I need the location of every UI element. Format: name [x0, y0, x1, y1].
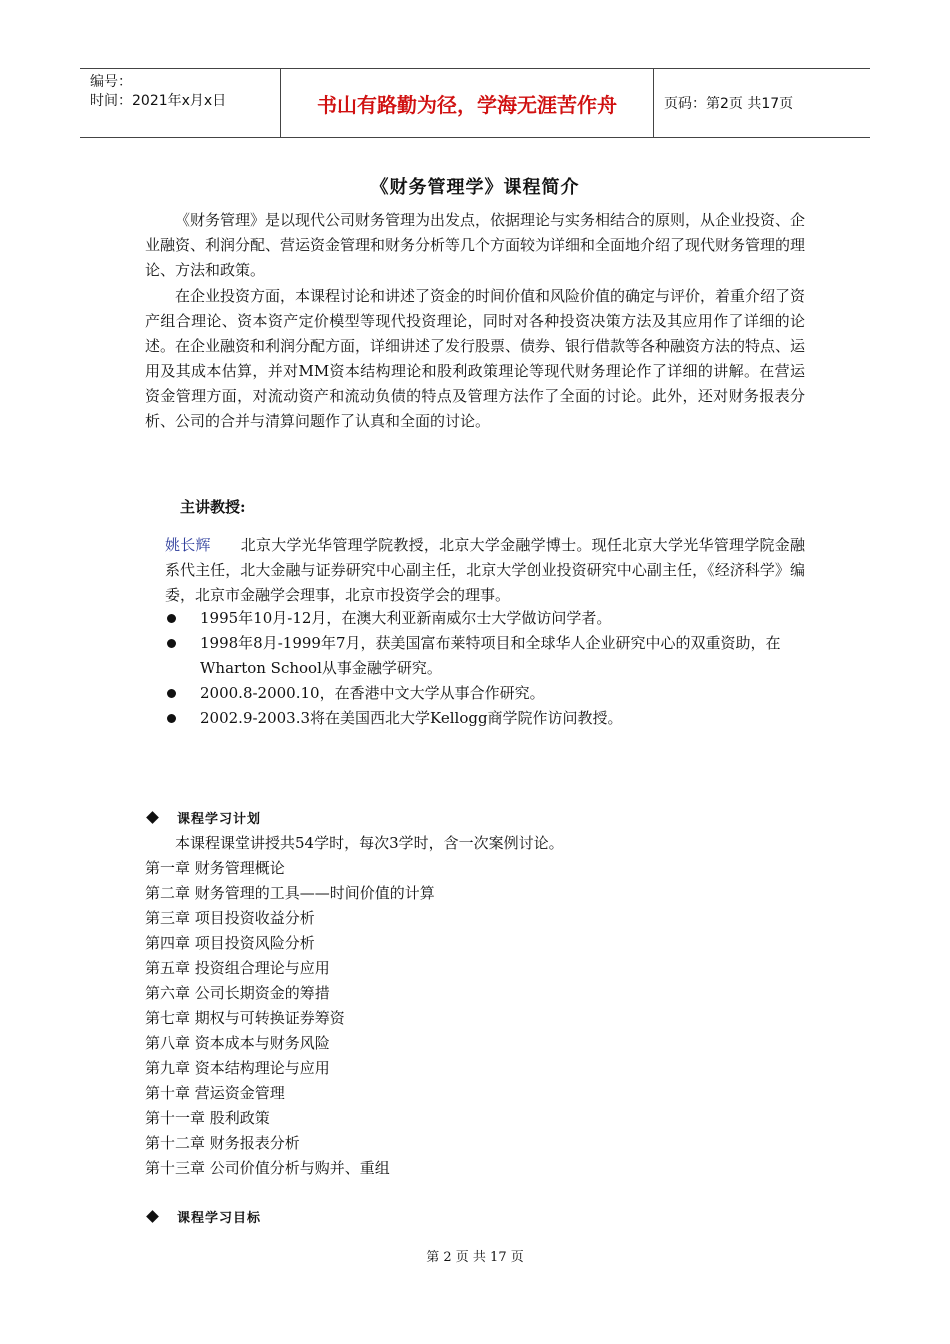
professor-bio	[165, 533, 805, 608]
page-footer: 第 2 页 共 17 页	[426, 1250, 524, 1265]
chapter-item: 第四章 项目投资风险分析	[145, 934, 315, 952]
bullet-icon	[167, 714, 176, 723]
intro-paragraph-1: 《财务管理》是以现代公司财务管理为出发点，依据理论与实务相结合的原则，从企业投资、企业融资、利润分配、营运资金管理和财务分析等几个方面较为详细和全面地介绍了现代财务管理的理论、方法和政策。	[145, 211, 806, 279]
list-item-text: 2002.9-2003.3将在美国西北大学Kellogg商学院作访问教授。	[200, 709, 623, 727]
header-page-code: 页码：第2页 共17页	[664, 96, 794, 112]
study-goals-heading-text: 课程学习目标	[177, 1211, 262, 1226]
chapter-item: 第五章 投资组合理论与应用	[145, 959, 330, 977]
study-plan-heading-text: 课程学习计划	[177, 812, 262, 827]
document-time-label: 时间：2021年x月x日	[90, 93, 227, 109]
study-goals-heading	[145, 1207, 261, 1226]
bullet-icon	[167, 614, 176, 623]
page-header	[80, 68, 870, 138]
professor-heading: 主讲教授:	[180, 498, 246, 516]
bullet-icon	[167, 639, 176, 648]
chapter-item: 第九章 资本结构理论与应用	[145, 1059, 330, 1077]
chapter-item: 第十一章 股利政策	[145, 1109, 270, 1127]
professor-name: 姚长辉	[165, 536, 211, 554]
chapter-list	[145, 856, 435, 1181]
chapter-item: 第七章 期权与可转换证券筹资	[145, 1009, 345, 1027]
diamond-bullet-icon	[146, 1210, 159, 1223]
header-page-cell	[654, 69, 870, 137]
header-motto: 书山有路勤为径，学海无涯苦作舟	[317, 92, 617, 117]
document-title: 《财务管理学》课程简介	[370, 177, 580, 198]
bullet-icon	[167, 689, 176, 698]
study-plan-intro: 本课程课堂讲授共54学时，每次3学时，含一次案例讨论。	[175, 834, 564, 852]
chapter-item: 第三章 项目投资收益分析	[145, 909, 315, 927]
chapter-item: 第十二章 财务报表分析	[145, 1134, 300, 1152]
chapter-item: 第一章 财务管理概论	[145, 859, 285, 877]
chapter-item: 第十三章 公司价值分析与购并、重组	[145, 1159, 390, 1177]
list-item-text: 1995年10月-12月，在澳大利亚新南威尔士大学做访问学者。	[200, 609, 612, 627]
chapter-item: 第二章 财务管理的工具——时间价值的计算	[145, 884, 435, 902]
professor-bio-text: 北京大学光华管理学院教授，北京大学金融学博士。现任北京大学光华管理学院金融系代主任，北大金融与证券研究中心副主任，北京大学创业投资研究中心副主任，《经济科学》编委，北京市金融学会理事，北京市投资学会的理事。	[165, 536, 805, 604]
chapter-item: 第六章 公司长期资金的筹措	[145, 984, 330, 1002]
header-meta-cell	[80, 69, 281, 137]
list-item-text: 1998年8月-1999年7月，获美国富布莱特项目和全球华人企业研究中心的双重资助，在Wharton School从事金融学研究。	[200, 634, 781, 677]
intro-paragraph-2: 在企业投资方面，本课程讨论和讲述了资金的时间价值和风险价值的确定与评价，着重介绍了资产组合理论、资本资产定价模型等现代投资理论，同时对各种投资决策方法及其应用作了详细的论述。在企业融资和利润分配方面，详细讲述了发行股票、债券、银行借款等各种融资方法的特点、运用及其成本估算，并对MM资本结构理论和股利政策理论等现代财务理论作了详细的讲解。在营运资金管理方面，对流动资产和流动负债的特点及管理方法作了全面的讨论。此外，还对财务报表分析、公司的合并与清算问题作了认真和全面的讨论。	[145, 287, 806, 430]
chapter-item: 第十章 营运资金管理	[145, 1084, 285, 1102]
document-number-label: 编号：	[90, 74, 132, 90]
list-item-text: 2000.8-2000.10，在香港中文大学从事合作研究。	[200, 684, 545, 702]
chapter-item: 第八章 资本成本与财务风险	[145, 1034, 330, 1052]
header-motto-cell	[281, 69, 654, 137]
study-plan-heading	[145, 808, 261, 827]
diamond-bullet-icon	[146, 811, 159, 824]
